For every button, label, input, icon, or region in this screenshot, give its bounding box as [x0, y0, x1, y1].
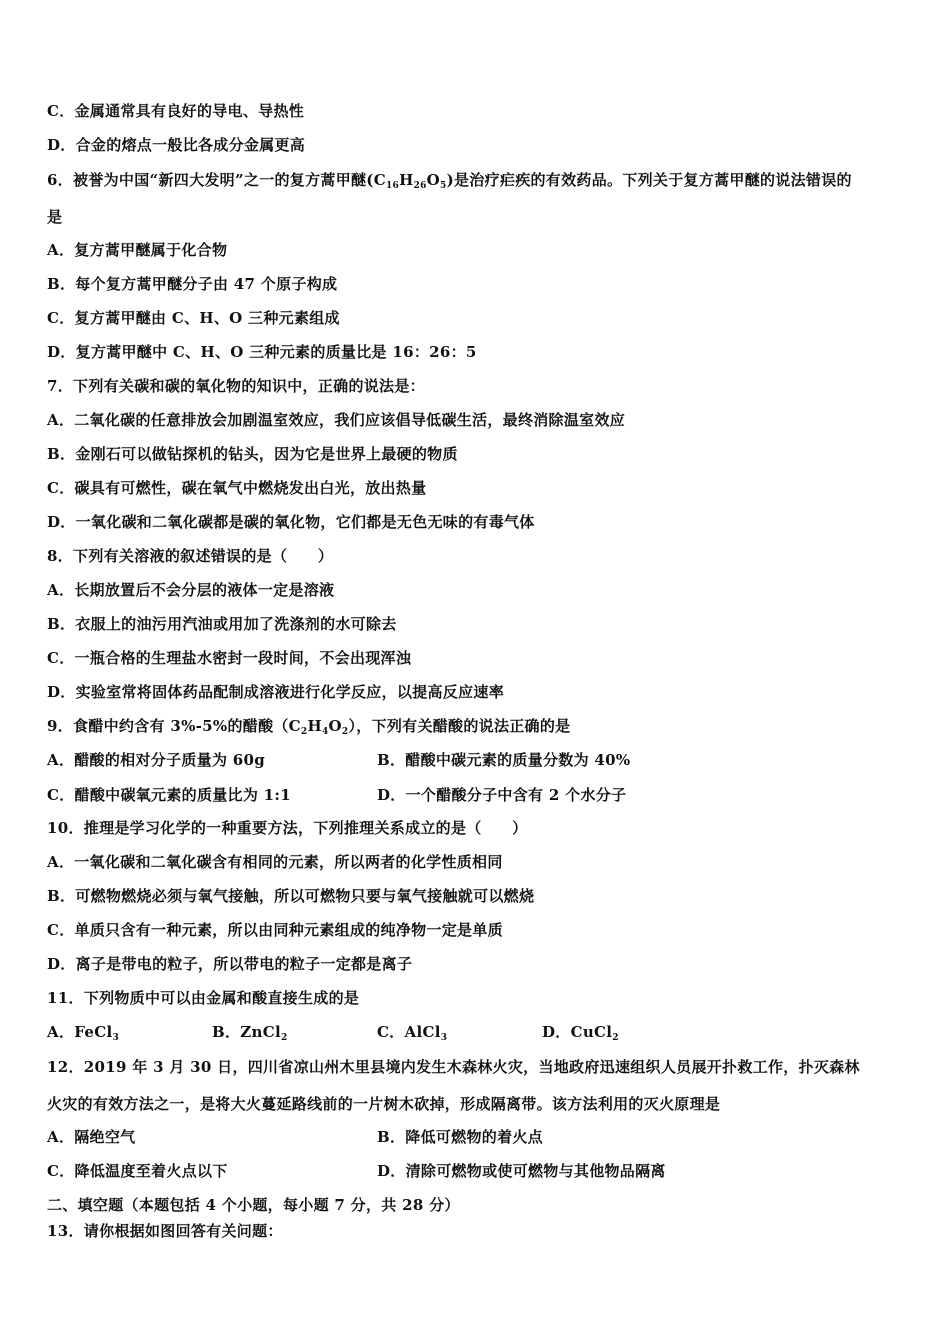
q7-option-c: C．碳具有可燃性，碳在氧气中燃烧发出白光，放出热量 [47, 479, 427, 497]
q9-h: H [307, 717, 322, 735]
q11-option-d [542, 1023, 619, 1041]
q7-option-a: A．二氧化碳的任意排放会加剧温室效应，我们应该倡导低碳生活，最终消除温室效应 [47, 411, 626, 429]
q9-option-b: B．醋酸中碳元素的质量分数为 40% [377, 751, 631, 769]
q11-c-sub: 3 [440, 1033, 448, 1043]
q6-option-b: B．每个复方蒿甲醚分子由 47 个原子构成 [47, 275, 338, 293]
q7-stem: 7．下列有关碳和碳的氧化物的知识中，正确的说法是： [47, 377, 425, 395]
q11-a-sub: 3 [112, 1033, 120, 1043]
q11-stem: 11．下列物质中可以由金属和酸直接生成的是 [47, 989, 360, 1007]
q10-option-a: A．一氧化碳和二氧化碳含有相同的元素，所以两者的化学性质相同 [47, 853, 503, 871]
q5-option-c: C．金属通常具有良好的导电、导热性 [47, 102, 305, 120]
q12-option-b: B．降低可燃物的着火点 [377, 1128, 543, 1146]
q8-stem: 8．下列有关溶液的叙述错误的是（ ） [47, 547, 334, 565]
q8-option-a: A．长期放置后不会分层的液体一定是溶液 [47, 581, 335, 599]
q9-option-a: A．醋酸的相对分子质量为 60g [47, 751, 266, 769]
q6-stem-part-a: 6．被誉为中国“新四大发明”之一的复方蒿甲醚(C [47, 171, 386, 189]
q12-option-a: A．隔绝空气 [47, 1128, 136, 1146]
q9-stem-part-b: ），下列有关醋酸的说法正确的是 [348, 717, 571, 735]
q6-o: O [426, 171, 441, 189]
q9-option-d: D．一个醋酸分子中含有 2 个水分子 [377, 786, 627, 804]
q6-stem-part-b: )是治疗疟疾的有效药品。下列关于复方蒿甲醚的说法错误的 [446, 171, 852, 189]
q11-b-text: B．ZnCl [212, 1023, 281, 1041]
q6-option-a: A．复方蒿甲醚属于化合物 [47, 241, 228, 259]
q6-h: H [399, 171, 414, 189]
q11-a-text: A．FeCl [47, 1023, 113, 1041]
q10-option-b: B．可燃物燃烧必须与氧气接触，所以可燃物只要与氧气接触就可以燃烧 [47, 887, 535, 905]
q9-option-c: C．醋酸中碳氧元素的质量比为 1:1 [47, 786, 291, 804]
q11-b-sub: 2 [280, 1033, 288, 1043]
q13-stem: 13．请你根据如图回答有关问题： [47, 1222, 283, 1240]
q9-o: O [328, 717, 342, 735]
q9-stem-part-a: 9．食醋中约含有 3%-5%的醋酸（C [47, 717, 301, 735]
q8-option-c: C．一瓶合格的生理盐水密封一段时间，不会出现浑浊 [47, 649, 412, 667]
q11-option-c [377, 1023, 447, 1041]
q10-option-d: D．离子是带电的粒子，所以带电的粒子一定都是离子 [47, 955, 413, 973]
q12-option-d: D．清除可燃物或使可燃物与其他物品隔离 [377, 1162, 666, 1180]
q7-option-d: D．一氧化碳和二氧化碳都是碳的氧化物，它们都是无色无味的有毒气体 [47, 513, 535, 531]
q6-stem-end: 是 [47, 208, 63, 226]
q12-option-c: C．降低温度至着火点以下 [47, 1162, 228, 1180]
q8-option-d: D．实验室常将固体药品配制成溶液进行化学反应，以提高反应速率 [47, 683, 505, 701]
q11-option-b [212, 1023, 288, 1041]
q9-stem [47, 717, 570, 735]
q5-option-d: D．合金的熔点一般比各成分金属更高 [47, 136, 306, 154]
q9-sub-c: 2 [300, 727, 308, 737]
q8-option-b: B．衣服上的油污用汽油或用加了洗涤剂的水可除去 [47, 615, 397, 633]
q6-sub-c: 16 [385, 181, 400, 191]
q12-stem-line2: 火灾的有效方法之一，是将大火蔓延路线前的一片树木砍掉，形成隔离带。该方法利用的灭火原理是 [47, 1095, 721, 1113]
q12-stem-line1: 12．2019 年 3 月 30 日，四川省凉山州木里县境内发生木森林火灾，当地政府迅速组织人员展开扑救工作，扑灭森林 [47, 1058, 860, 1076]
section-heading: 二、填空题（本题包括 4 个小题，每小题 7 分，共 28 分） [47, 1196, 460, 1214]
q7-option-b: B．金刚石可以做钻探机的钻头，因为它是世界上最硬的物质 [47, 445, 458, 463]
q6-stem [47, 171, 852, 189]
q10-option-c: C．单质只含有一种元素，所以由同种元素组成的纯净物一定是单质 [47, 921, 503, 939]
q11-d-text: D．CuCl [542, 1023, 613, 1041]
q9-sub-o: 2 [341, 727, 349, 737]
q10-stem: 10．推理是学习化学的一种重要方法，下列推理关系成立的是（ ） [47, 819, 528, 837]
q6-sub-h: 26 [413, 181, 427, 191]
q11-option-a [47, 1023, 119, 1041]
q11-d-sub: 2 [612, 1033, 619, 1043]
q6-sub-o: 5 [440, 181, 447, 191]
q6-option-c: C．复方蒿甲醚由 C、H、O 三种元素组成 [47, 309, 340, 327]
q11-c-text: C．AlCl [377, 1023, 441, 1041]
q9-sub-h: 4 [321, 727, 329, 737]
q6-option-d: D．复方蒿甲醚中 C、H、O 三种元素的质量比是 16：26：5 [47, 343, 477, 361]
